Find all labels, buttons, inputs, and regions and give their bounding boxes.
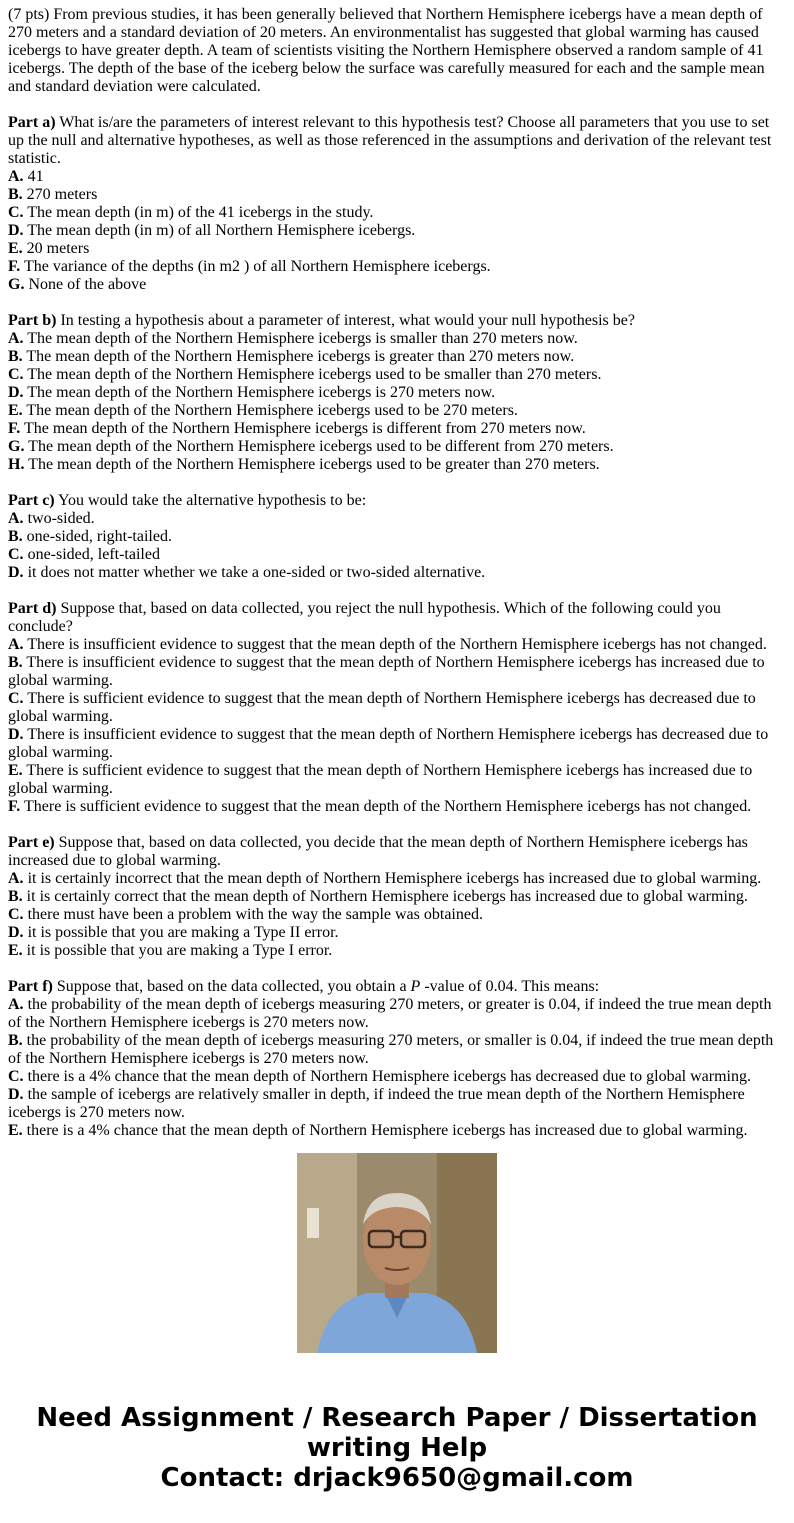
option-f: F. The mean depth of the Northern Hemisphere icebergs is different from 270 meters now. [8, 420, 586, 437]
promo-contact: Contact: drjack9650@gmail.com [160, 1463, 634, 1493]
option-e: E. 20 meters [8, 240, 90, 257]
intro-paragraph: (7 pts) From previous studies, it has been generally believed that Northern Hemisphere icebergs have a mean depth of 270 meters and a standard deviation of 20 meters. An environmentalist has suggested that global warming has caused icebergs to have greater depth. A team of scientists visiting the Northern Hemisphere observed a random sample of 41 icebergs. The depth of the base of the iceberg below the surface was carefully measured for each and the sample mean and standard deviation were calculated. [8, 6, 765, 95]
option-d: D. The mean depth (in m) of all Northern Hemisphere icebergs. [8, 222, 416, 239]
option-c: C. one-sided, left-tailed [8, 546, 160, 563]
option-d: D. it does not matter whether we take a one-sided or two-sided alternative. [8, 564, 486, 581]
promo-line-1: Need Assignment / Research Paper / Dissertation [36, 1403, 758, 1433]
option-e: E. it is possible that you are making a Type I error. [8, 942, 333, 959]
option-a: A. The mean depth of the Northern Hemisphere icebergs is smaller than 270 meters now. [8, 330, 578, 347]
author-photo [297, 1153, 497, 1353]
part-label: Part a) [8, 114, 56, 131]
part-a [8, 114, 780, 294]
option-b: B. it is certainly correct that the mean depth of Northern Hemisphere icebergs has increased due to global warming. [8, 888, 748, 905]
part-question: In testing a hypothesis about a parameter of interest, what would your null hypothesis be? [56, 312, 635, 329]
option-b: B. 270 meters [8, 186, 98, 203]
option-d: D. There is insufficient evidence to suggest that the mean depth of Northern Hemisphere icebergs has decreased due to global warming. [8, 726, 769, 761]
portrait-image [297, 1153, 497, 1353]
option-d: D. the sample of icebergs are relatively smaller in depth, if indeed the true mean depth of the Northern Hemisphere icebergs is 270 meters now. [8, 1086, 745, 1121]
part-question: Suppose that, based on data collected, you reject the null hypothesis. Which of the following could you conclude? [8, 600, 721, 635]
option-g: G. None of the above [8, 276, 147, 293]
option-h: H. The mean depth of the Northern Hemisphere icebergs used to be greater than 270 meters. [8, 456, 600, 473]
part-label: Part d) [8, 600, 57, 617]
option-f: F. There is sufficient evidence to suggest that the mean depth of the Northern Hemisphere icebergs has not changed. [8, 798, 752, 815]
option-a: A. There is insufficient evidence to suggest that the mean depth of the Northern Hemisphere icebergs has not changed. [8, 636, 767, 653]
part-label: Part c) [8, 492, 55, 509]
option-a: A. the probability of the mean depth of icebergs measuring 270 meters, or greater is 0.04, if indeed the true mean depth of the Northern Hemisphere icebergs is 270 meters now. [8, 996, 772, 1031]
promo-banner [0, 1403, 794, 1493]
option-e: E. The mean depth of the Northern Hemisphere icebergs used to be 270 meters. [8, 402, 518, 419]
part-f [8, 978, 780, 1140]
part-question: Suppose that, based on the data collected, you obtain a P -value of 0.04. This means: [52, 978, 600, 995]
option-c: C. there must have been a problem with the way the sample was obtained. [8, 906, 483, 923]
option-c: C. there is a 4% chance that the mean depth of Northern Hemisphere icebergs has decreased due to global warming. [8, 1068, 751, 1085]
option-e: E. there is a 4% chance that the mean depth of Northern Hemisphere icebergs has increased due to global warming. [8, 1122, 748, 1139]
option-g: G. The mean depth of the Northern Hemisphere icebergs used to be different from 270 meters. [8, 438, 614, 455]
option-e: E. There is sufficient evidence to suggest that the mean depth of Northern Hemisphere icebergs has increased due to global warming. [8, 762, 753, 797]
part-label: Part f) [8, 978, 53, 995]
part-d [8, 600, 780, 816]
part-question: You would take the alternative hypothesis to be: [54, 492, 367, 509]
part-e [8, 834, 780, 960]
part-question: What is/are the parameters of interest relevant to this hypothesis test? Choose all parameters that you use to set up the null and alternative hypotheses, as well as those referenced in the assumptions and derivation of the relevant test statistic. [8, 114, 772, 167]
question-text [8, 6, 780, 1139]
option-d: D. The mean depth of the Northern Hemisphere icebergs is 270 meters now. [8, 384, 496, 401]
part-label: Part b) [8, 312, 57, 329]
promo-line-2: writing Help [306, 1433, 488, 1463]
part-c [8, 492, 780, 582]
option-c: C. There is sufficient evidence to suggest that the mean depth of Northern Hemisphere icebergs has decreased due to global warming. [8, 690, 756, 725]
part-label: Part e) [8, 834, 55, 851]
option-d: D. it is possible that you are making a Type II error. [8, 924, 339, 941]
option-b: B. The mean depth of the Northern Hemisphere icebergs is greater than 270 meters now. [8, 348, 575, 365]
option-b: B. one-sided, right-tailed. [8, 528, 172, 545]
option-f: F. The variance of the depths (in m2 ) of all Northern Hemisphere icebergs. [8, 258, 491, 275]
option-c: C. The mean depth of the Northern Hemisphere icebergs used to be smaller than 270 meters. [8, 366, 602, 383]
option-a: A. 41 [8, 168, 44, 185]
part-b [8, 312, 780, 474]
part-question: Suppose that, based on data collected, you decide that the mean depth of Northern Hemisphere icebergs has increased due to global warming. [8, 834, 748, 869]
option-a: A. it is certainly incorrect that the mean depth of Northern Hemisphere icebergs has increased due to global warming. [8, 870, 762, 887]
option-c: C. The mean depth (in m) of the 41 icebergs in the study. [8, 204, 374, 221]
option-b: B. the probability of the mean depth of icebergs measuring 270 meters, or smaller is 0.04, if indeed the true mean depth of the Northern Hemisphere icebergs is 270 meters now. [8, 1032, 774, 1067]
option-b: B. There is insufficient evidence to suggest that the mean depth of Northern Hemisphere icebergs has increased due to global warming. [8, 654, 765, 689]
option-a: A. two-sided. [8, 510, 95, 527]
